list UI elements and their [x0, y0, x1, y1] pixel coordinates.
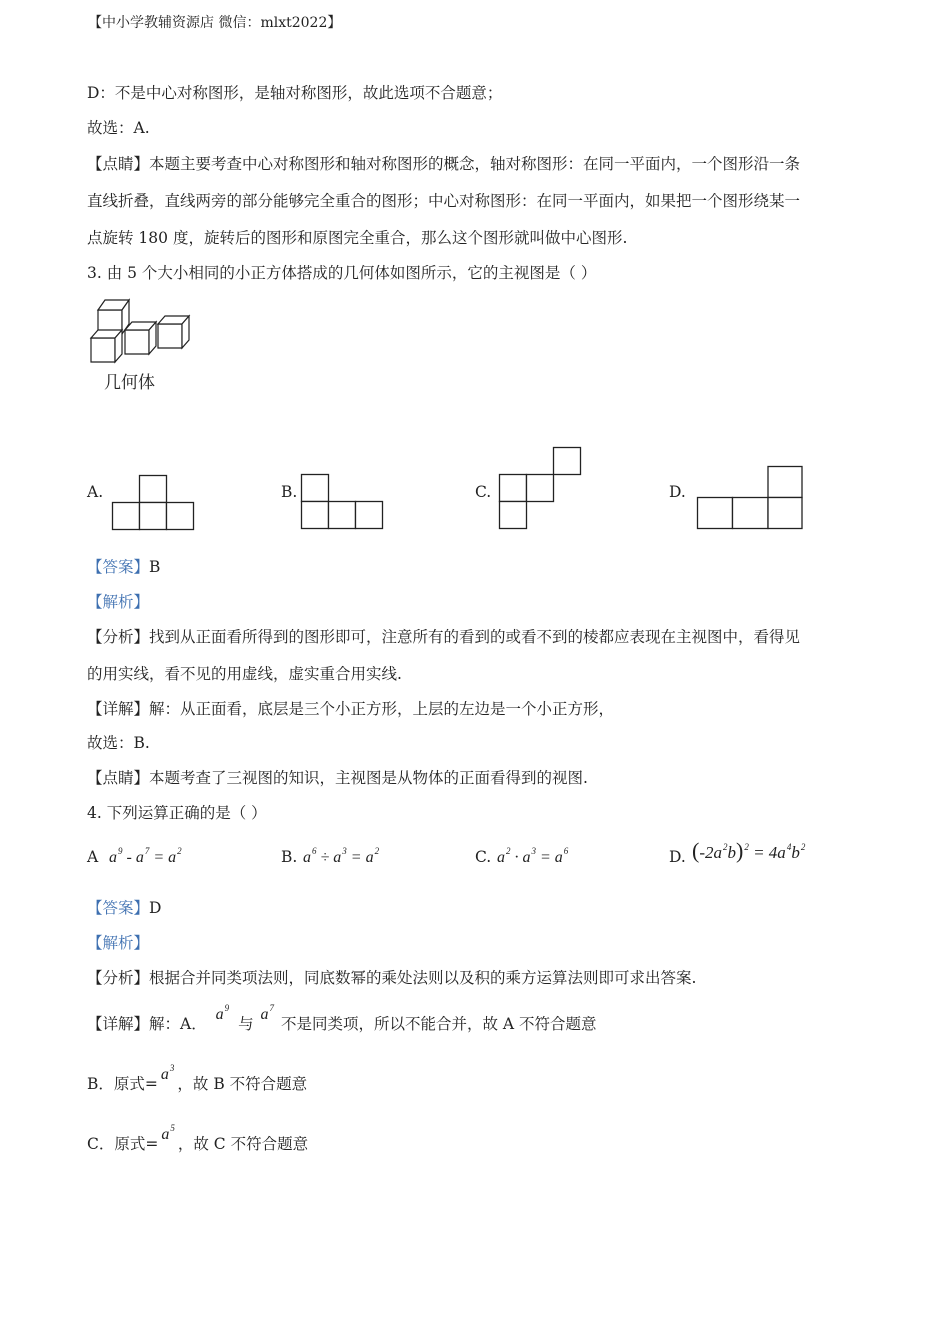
q4-answer: [87, 896, 161, 918]
q4-b-prefix: B．原式=: [87, 1075, 158, 1093]
q3-option-c-label: C.: [475, 483, 492, 501]
q2-choose: 故选：A.: [87, 119, 150, 137]
q3-option-a-figure: [112, 475, 196, 531]
q3-option-b-label: B.: [281, 483, 298, 501]
q3-option-c-figure: [499, 447, 583, 531]
q4-detail-suffix: 不是同类项，所以不能合并，故 A 不符合题意: [280, 1015, 597, 1033]
q3-option-d-figure: [697, 466, 805, 532]
cube-right-front: [158, 324, 182, 348]
q3-solid-figure: [88, 296, 198, 371]
q3-analysis-tag: 【解析】: [87, 593, 150, 611]
q4-c-prefix: C．原式=: [87, 1135, 159, 1153]
q4-option-d-label: D.: [669, 848, 686, 866]
q4-b-suffix: ，故 B 不符合题意: [177, 1075, 308, 1093]
q4-option-b-label: B.: [281, 848, 298, 866]
q3-answer-value: B: [149, 558, 161, 576]
q4-detail-a: [87, 1003, 597, 1034]
q3-answer-tag: 【答案】: [87, 558, 150, 576]
q4-detail-a9: $a^9$: [215, 1003, 230, 1023]
q4-detail-b: [87, 1063, 308, 1094]
q3-option-a-label: A.: [87, 483, 104, 501]
q4-option-d-formula: $(-2a^2b)^2 = 4a^4b^2$: [692, 838, 806, 863]
q3-fenxi-line-2: 的用实线，看不见的用虚线，虚实重合用实线.: [87, 665, 402, 683]
q4-detail-a7: $a^7$: [260, 1003, 275, 1023]
q4-stem: 4. 下列运算正确的是（ ）: [87, 804, 267, 822]
q4-answer-tag: 【答案】: [87, 899, 150, 917]
q3-choose: 故选：B.: [87, 734, 150, 752]
q4-answer-value: D: [149, 899, 162, 917]
q4-fenxi: 【分析】根据合并同类项法则，同底数幂的乘处法则以及积的乘方运算法则即可求出答案.: [87, 969, 697, 987]
q3-figure-caption: 几何体: [104, 373, 155, 393]
q4-option-a-formula: $a^9 - a^7 = a^2$: [109, 846, 182, 866]
q3-option-b-figure: [301, 474, 385, 530]
q4-option-a-label: A: [87, 848, 99, 866]
q4-analysis-tag: 【解析】: [87, 934, 150, 952]
q4-detail-prefix: 【详解】解：A．: [87, 1015, 207, 1033]
q3-stem: 3. 由 5 个大小相同的小正方体搭成的几何体如图所示，它的主视图是（ ）: [87, 264, 597, 282]
header-source: 【中小学教辅资源店 微信：mlxt2022】: [88, 15, 342, 31]
q2-comment-line-2: 直线折叠，直线两旁的部分能够完全重合的图形；中心对称图形：在同一平面内，如果把一个图形绕某一: [87, 192, 801, 210]
q2-option-d-text: D：不是中心对称图形，是轴对称图形，故此选项不合题意；: [87, 84, 503, 102]
q4-option-c-formula: $a^2 \cdot a^3 = a^6$: [497, 846, 569, 866]
q2-comment-line-1: 【点睛】本题主要考查中心对称图形和轴对称图形的概念，轴对称图形：在同一平面内，一个图形沿一条: [87, 155, 801, 173]
q3-detail: 【详解】解：从正面看，底层是三个小正方形，上层的左边是一个小正方形，: [87, 700, 615, 718]
q3-answer: [87, 555, 160, 577]
q4-c-result: $a^5$: [161, 1123, 175, 1143]
q2-comment-line-3: 点旋转 180 度，旋转后的图形和原图完全重合，那么这个图形就叫做中心图形.: [87, 229, 628, 247]
q4-option-b-formula: $a^6 \div a^3 = a^2$: [303, 846, 380, 866]
q4-b-result: $a^3$: [160, 1063, 175, 1083]
q4-c-suffix: ，故 C 不符合题意: [177, 1135, 309, 1153]
q4-detail-mid: 与: [238, 1015, 254, 1033]
cube-bl-front: [91, 338, 115, 362]
q3-comment: 【点睛】本题考查了三视图的知识，主视图是从物体的正面看得到的视图.: [87, 769, 588, 787]
q4-option-c-label: C.: [475, 848, 492, 866]
q3-fenxi-line-1: 【分析】找到从正面看所得到的图形即可，注意所有的看到的或看不到的棱都应表现在主视图中，看得见: [87, 628, 801, 646]
cube-mid-front: [125, 330, 149, 354]
q3-option-d-label: D.: [669, 483, 686, 501]
q4-detail-c: [87, 1123, 309, 1154]
